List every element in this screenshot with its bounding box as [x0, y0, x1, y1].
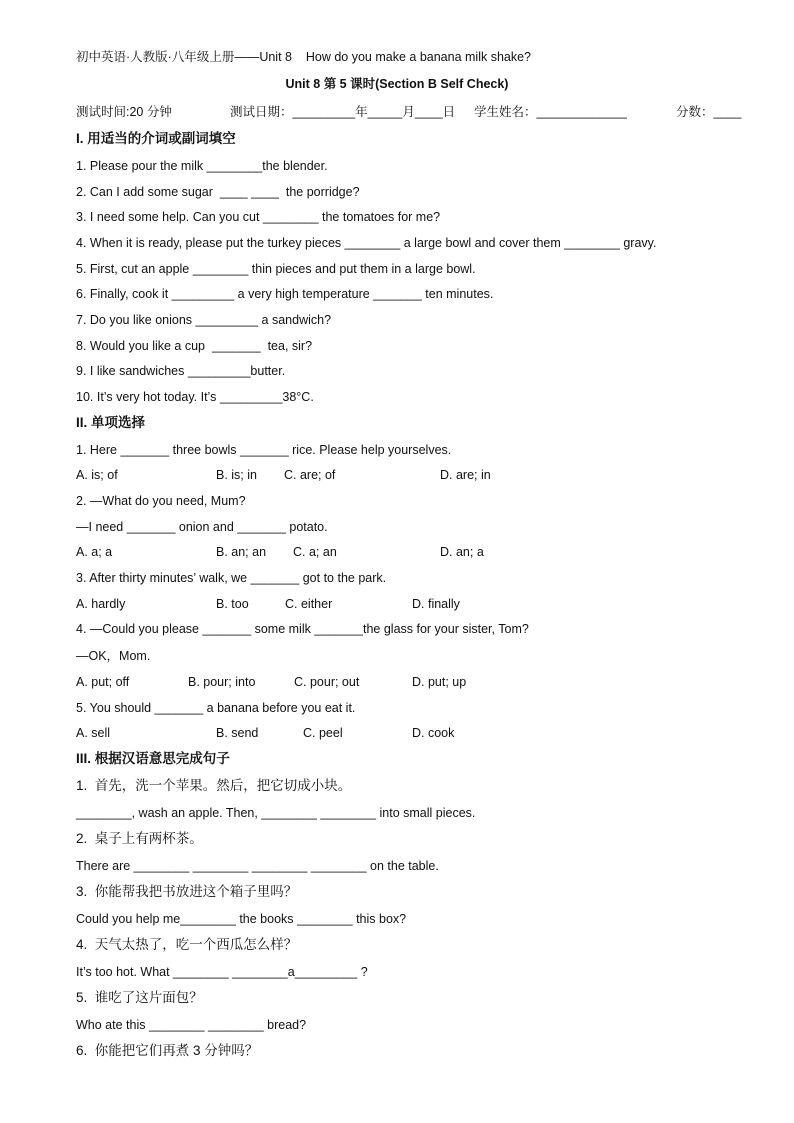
section-2-heading: II. 单项选择: [76, 415, 146, 430]
section-3-heading: III. 根据汉语意思完成句子: [76, 751, 230, 766]
s1-item-10: 10. It’s very hot today. It’s _________38°C.: [76, 390, 314, 404]
s3-item-6-cn: 6. 你能把它们再煮 3 分钟吗？: [76, 1043, 259, 1058]
course-line: 初中英语·人教版·八年级上册——Unit 8 How do you make a banana milk shake?: [76, 50, 531, 64]
s1-item-4: 4. When it is ready, please put the turkey pieces ________ a large bowl and cover them ________ gravy.: [76, 236, 657, 250]
option-d: D. put; up: [412, 675, 467, 689]
s3-item-4-cn: 4. 天气太热了，吃一个西瓜怎么样？: [76, 937, 298, 952]
score: 分数：____: [676, 105, 742, 119]
option-a: A. sell: [76, 726, 111, 740]
s1-item-5: 5. First, cut an apple ________ thin pieces and put them in a large bowl.: [76, 262, 476, 276]
s1-item-6: 6. Finally, cook it _________ a very high temperature _______ ten minutes.: [76, 287, 494, 301]
s3-item-2-cn: 2. 桌子上有两杯茶。: [76, 831, 203, 846]
s2-q2-stem-2: —I need _______ onion and _______ potato.: [76, 520, 328, 534]
s2-q2-options: [76, 544, 676, 560]
option-d: D. are; in: [440, 468, 491, 482]
option-d: D. finally: [412, 597, 460, 611]
option-b: B. send: [216, 726, 259, 740]
option-b: B. pour; into: [188, 675, 256, 689]
option-d: D. an; a: [440, 545, 484, 559]
s2-q5-options: [76, 725, 676, 741]
s2-q3-options: [76, 596, 676, 612]
option-a: A. put; off: [76, 675, 130, 689]
test-time: 测试时间:20 分钟: [76, 105, 172, 119]
s3-item-3-cn: 3. 你能帮我把书放进这个箱子里吗？: [76, 884, 298, 899]
s1-item-3: 3. I need some help. Can you cut ________ the tomatoes for me?: [76, 210, 441, 224]
option-d: D. cook: [412, 726, 455, 740]
s1-item-7: 7. Do you like onions _________ a sandwich?: [76, 313, 332, 327]
s3-item-1-cn: 1. 首先，洗一个苹果。然后，把它切成小块。: [76, 778, 352, 793]
option-a: A. a; a: [76, 545, 113, 559]
option-b: B. an; an: [216, 545, 267, 559]
test-info-row: [76, 104, 756, 120]
s3-item-4-en: It’s too hot. What ________ ________a_________ ?: [76, 965, 368, 979]
s2-q4-stem-1: 4. —Could you please _______ some milk _______the glass for your sister, Tom?: [76, 622, 529, 636]
test-date: 测试日期：_________年_____月____日: [230, 105, 456, 119]
s2-q5-stem: 5. You should _______ a banana before you eat it.: [76, 701, 356, 715]
s2-q4-options: [76, 674, 676, 690]
option-c: C. either: [285, 597, 333, 611]
s2-q1-stem: 1. Here _______ three bowls _______ rice. Please help yourselves.: [76, 443, 452, 457]
s1-item-8: 8. Would you like a cup _______ tea, sir?: [76, 339, 313, 353]
option-a: A. is; of: [76, 468, 118, 482]
option-a: A. hardly: [76, 597, 126, 611]
s1-item-1: 1. Please pour the milk ________the blender.: [76, 159, 328, 173]
option-c: C. pour; out: [294, 675, 360, 689]
option-b: B. too: [216, 597, 249, 611]
s1-item-9: 9. I like sandwiches _________butter.: [76, 364, 286, 378]
option-c: C. a; an: [293, 545, 337, 559]
s3-item-3-en: Could you help me________ the books ________ this box?: [76, 912, 407, 926]
worksheet-title: Unit 8 第 5 课时(Section B Self Check): [285, 77, 509, 91]
s2-q2-stem-1: 2. —What do you need, Mum?: [76, 494, 246, 508]
option-c: C. peel: [303, 726, 343, 740]
s2-q4-stem-2: —OK，Mom.: [76, 649, 151, 663]
s3-item-5-en: Who ate this ________ ________ bread?: [76, 1018, 307, 1032]
option-b: B. is; in: [216, 468, 257, 482]
s3-item-2-en: There are ________ ________ ________ ________ on the table.: [76, 859, 439, 873]
s2-q1-options: [76, 467, 676, 483]
s1-item-2: 2. Can I add some sugar ____ ____ the porridge?: [76, 185, 360, 199]
student-name: 学生姓名：_____________: [474, 105, 627, 119]
s2-q3-stem: 3. After thirty minutes’ walk, we _______ got to the park.: [76, 571, 387, 585]
option-c: C. are; of: [284, 468, 336, 482]
s3-item-5-cn: 5. 谁吃了这片面包？: [76, 990, 203, 1005]
s3-item-1-en: ________, wash an apple. Then, ________ ________ into small pieces.: [76, 806, 476, 820]
section-1-heading: I. 用适当的介词或副词填空: [76, 131, 236, 146]
